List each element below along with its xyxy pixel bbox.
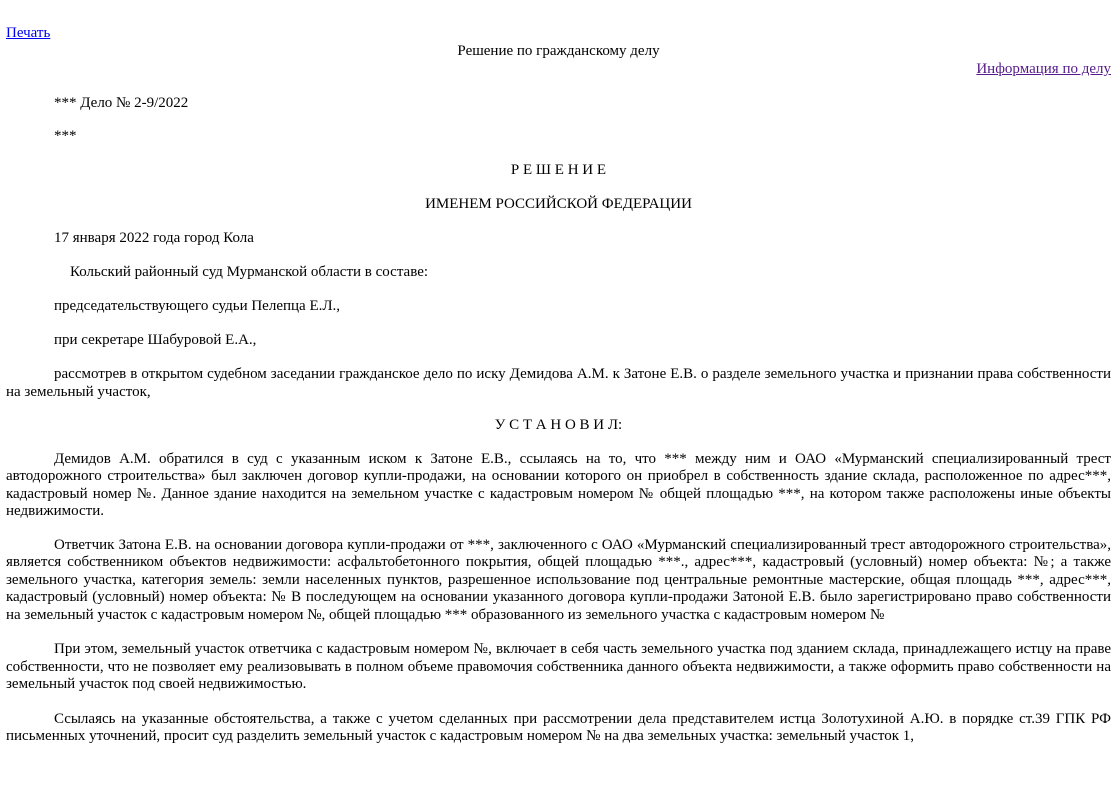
heading-name: ИМЕНЕМ РОССИЙСКОЙ ФЕДЕРАЦИИ: [425, 195, 692, 212]
print-link[interactable]: Печать: [6, 25, 51, 41]
document-body: [6, 95, 1111, 746]
date-place: 17 января 2022 года город Кола: [54, 230, 254, 246]
page-title: Решение по гражданскому делу: [457, 43, 660, 59]
secretary-line: при секретаре Шабуровой Е.А.,: [54, 331, 257, 348]
judge-line: председательствующего судьи Пелепца Е.Л.,: [54, 298, 341, 314]
paragraph-1: Демидов А.М. обратился в суд с указанным иском к Затоне Е.В., ссылаясь на то, что *** между ним и ОАО «Мурманский специализированный трест автодорожного строительства» был заключен договор купли-продажи, на основании которого он приобрел в собственность здание склада, расположенное по адрес***, кадастровый номер №. Данное здание находится на земельном участке с кадастровым номером № общей площадью ***, на котором также расположены иные объекты недвижимости.: [6, 450, 1111, 519]
paragraph-2: Ответчик Затона Е.В. на основании договора купли-продажи от ***, заключенного с ОАО «Мурманский специализированный трест автодорожного строительства», является собственником объектов недвижимости: асфальтобетонного покрытия, общей площадью ***., адрес***, кадастровый (условный) номер объекта: №; а также земельного участка, категория земель: земли населенных пунктов, разрешенное использование под центральные ремонтные мастерские, общая площадь ***, адрес***, кадастровый (условный) номер объекта: № В последующем на основании указанного договора купли-продажи Затоной Е.В. было зарегистрировано право собственности на земельный участок с кадастровым номером №, общей площадью *** образованного из земельного участка с кадастровым номером №: [6, 536, 1111, 623]
paragraph-4: Ссылаясь на указанные обстоятельства, а также с учетом сделанных при рассмотрении дела представителем истца Золотухиной А.Ю. в порядке ст.39 ГПК РФ письменных уточнений, просит суд разделить земельный участок с кадастровым номером № на два земельных участка: земельный участок 1,: [6, 710, 1111, 744]
case-number: *** Дело № 2-9/2022: [54, 95, 189, 111]
heading-established: У С Т А Н О В И Л:: [494, 417, 623, 433]
heading-decision: Р Е Ш Е Н И Е: [510, 162, 607, 178]
paragraph-3: При этом, земельный участок ответчика с кадастровым номером №, включает в себя часть земельного участка под зданием склада, принадлежащего истцу на праве собственности, что не позволяет ему реализовывать в полном объеме правомочия собственника данного объекта недвижимости, а также оформить право собственности на земельный участок под своей недвижимостью.: [6, 641, 1111, 692]
court-composition: Кольский районный суд Мурманской области в составе:: [70, 263, 429, 280]
stars-line: ***: [54, 127, 77, 144]
case-info-link[interactable]: Информация по делу: [976, 61, 1111, 77]
considering-paragraph: рассмотрев в открытом судебном заседании гражданское дело по иску Демидова А.М. к Затоне Е.В. о разделе земельного участка и признании права собственности на земельный участок,: [6, 366, 1111, 400]
